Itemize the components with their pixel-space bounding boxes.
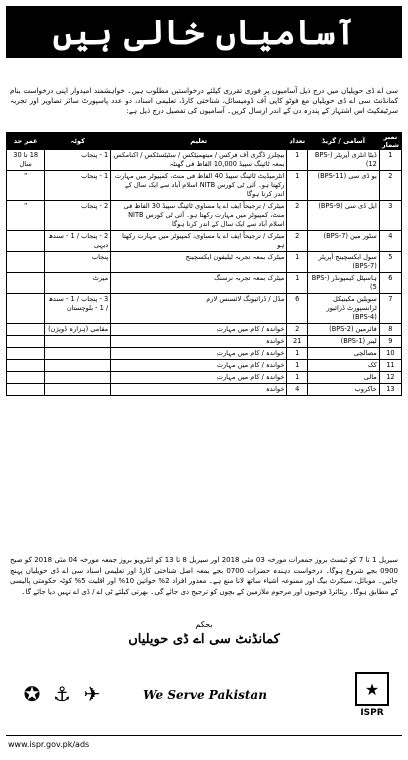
row-count: 4 [287,384,308,396]
row-qualification: بیچلرز ڈگری آف فزکس / میتھمیٹکس / سٹیٹسٹکس / اکنامکس بمعہ ٹائپنگ سپیڈ 10,000 الفاظ فی گھنٹہ [111,150,287,171]
row-serial: 10 [379,348,401,360]
row-qualification: خواندہ / کام میں مہارت [111,324,287,336]
row-quota: مقامی (ہزارہ ڈویژن) [45,324,111,336]
row-quota: 3 - پنجاب / 1 - سندھ / 1 - بلوچستان [45,294,111,324]
row-count: 1 [287,372,308,384]
page-title: آسامیاں خالی ہیں [52,12,356,53]
row-post: مالی [308,372,380,384]
row-age: ” [7,171,45,201]
row-count: 1 [287,273,308,294]
row-qualification: خواندہ [111,336,287,348]
row-quota: 2 - پنجاب / 1 - سندھ دیہی [45,231,111,252]
row-count: 2 [287,324,308,336]
row-post: یو ڈی سی (BPS-11) [308,171,380,201]
row-quota [45,336,111,348]
row-post: فائرمین (BPS-2) [308,324,380,336]
row-age [7,273,45,294]
row-count: 1 [287,171,308,201]
row-qualification: میٹرک بمعہ تجربہ ٹیلیفون ایکسچینج [111,252,287,273]
row-serial: 6 [379,273,401,294]
col-count: تعداد [287,133,308,150]
table-row [7,336,402,348]
row-qualification: خواندہ [111,384,287,396]
row-serial: 5 [379,252,401,273]
row-qualification: میٹرک / ترجیحاً ایف اے یا مساوی ٹائپنگ سپیڈ 30 الفاظ فی منٹ، کمپیوٹر میں مہارت رکھتا ہو۔ آئی ٹی کورس NITB اسلام آباد سے ایک سال کے اندر کرنا ہوگا [111,201,287,231]
row-quota: 1 - پنجاب [45,150,111,171]
row-qualification: خواندہ / کام میں مہارت [111,360,287,372]
army-emblem-icon: ✪ [23,682,41,706]
row-post: کک [308,360,380,372]
table-row [7,324,402,336]
row-count: 1 [287,360,308,372]
row-quota [45,348,111,360]
notes-paragraph: سیریل 1 تا 7 کو ٹیسٹ بروز جمعرات مورخہ 03 مئی 2018 اور سیریل 8 تا 13 کو انٹرویو بروز جمعہ مورخہ 04 مئی 2018 کو صبح 0900 بجے شروع ہوگا۔ درخواست دہندہ حضرات 0700 بجے بمعہ اصل شناختی کارڈ اور تعلیمی اسناد سی اے ڈی حویلیاں پہنچ جائیں۔ موبائل، سیکرٹ بیگ اور ممنوعہ اشیاء ساتھ لانا منع ہے۔ معذور افراد 2% خواتین 10% اور اقلیت 5% کوٹہ حکومتی پالیسی کے مطابق ہوگا۔ ریٹائرڈ فوجیوں اور مرحوم ملازمین کے بچوں کو ترجیح دی جائے گی۔ بھرتی کیلئے ٹی اے / ڈی اے نہیں دیا جائے گا۔ [10,556,398,596]
table-row [7,231,402,252]
title-banner [6,6,402,58]
row-quota: 1 - پنجاب [45,171,111,201]
table-row [7,348,402,360]
row-age [7,348,45,360]
row-count: 1 [287,252,308,273]
row-post: ڈیٹا انٹری آپریٹر (BPS-12) [308,150,380,171]
row-quota [45,360,111,372]
row-post: خاکروب [308,384,380,396]
navy-emblem-icon: ⚓ [53,682,71,706]
row-serial: 9 [379,336,401,348]
row-age: 18 تا 30 سال [7,150,45,171]
row-quota [45,372,111,384]
row-post: لیبر (BPS-1) [308,336,380,348]
table-row [7,384,402,396]
row-quota [45,384,111,396]
row-post: ایل ڈی سی (BPS-9) [308,201,380,231]
row-qualification: میٹرک بمعہ تجربہ نرسنگ [111,273,287,294]
row-count: 6 [287,294,308,324]
row-count: 1 [287,150,308,171]
ispr-logo [352,672,392,718]
row-serial: 7 [379,294,401,324]
row-age [7,252,45,273]
row-post: ہاسپٹل کیمپونڈر (BPS-5) [308,273,380,294]
row-age [7,336,45,348]
row-count: 2 [287,201,308,231]
row-post: سٹور مین (BPS-7) [308,231,380,252]
col-serial: نمبر شمار [379,133,401,150]
row-qualification: خواندہ / کام میں مہارت [111,372,287,384]
vacancy-table [6,132,402,396]
service-logos [20,680,104,708]
table-row [7,372,402,384]
col-age: عمر حد [7,133,45,150]
col-post: آسامی / گریڈ [308,133,380,150]
row-age [7,384,45,396]
ispr-label: ISPR [360,708,384,718]
ispr-emblem-icon: ★ [355,672,389,706]
row-post: مصالچی [308,348,380,360]
row-age [7,360,45,372]
row-post: سول ایکسچینج آپریٹر (BPS-7) [308,252,380,273]
row-quota: پنجاب [45,252,111,273]
table-row [7,252,402,273]
airforce-emblem-icon: ✈ [83,682,101,706]
row-serial: 12 [379,372,401,384]
table-row [7,171,402,201]
row-serial: 1 [379,150,401,171]
row-age [7,231,45,252]
col-qualification: تعلیم [111,133,287,150]
row-qualification: خواندہ / کام میں مہارت [111,348,287,360]
row-serial: 2 [379,171,401,201]
footer-url: www.ispr.gov.pk/ads [8,740,90,749]
row-serial: 13 [379,384,401,396]
row-serial: 4 [379,231,401,252]
slogan: We Serve Pakistan [143,688,267,702]
row-post: سویلین مکینیکل ٹرانسپورٹ ڈرائیور (BPS-4) [308,294,380,324]
row-count: 2 [287,231,308,252]
row-age [7,372,45,384]
table-row [7,201,402,231]
row-age [7,294,45,324]
row-serial: 3 [379,201,401,231]
row-qualification: مڈل / ڈرائیونگ لائسنس لازم [111,294,287,324]
row-age [7,324,45,336]
footer-divider [6,735,402,736]
col-quota: کوٹہ [45,133,111,150]
signature: کمانڈنٹ سی اے ڈی حویلیاں [128,632,280,647]
order-label: بحکم [195,620,213,629]
row-count: 1 [287,348,308,360]
row-qualification: انٹرمیڈیٹ ٹائپنگ سپیڈ 40 الفاظ فی منٹ، کمپیوٹر میں مہارت رکھتا ہو۔ آئی ٹی کورس NITB اسلام آباد سے ایک سال کے اندر کرنا ہوگا [111,171,287,201]
row-serial: 8 [379,324,401,336]
row-qualification: میٹرک / ترجیحاً ایف اے یا مساوی، کمپیوٹر میں مہارت رکھتا ہو [111,231,287,252]
intro-paragraph: سی اے ڈی حویلیاں میں درج ذیل آسامیوں پر فوری تقرری کیلئے درخواستیں مطلوب ہیں۔ خواہشمند امیدوار اپنی درخواست بنام کمانڈنٹ سی اے ڈی حویلیاں مع فوٹو کاپی آف ڈومیسائل، شناختی کارڈ، تعلیمی اسناد، دو عدد پاسپورٹ سائز تصاویر اور تجربہ سرٹیفکیٹ اس اشتہار کے پندرہ دن کے اندر ارسال کریں۔ آسامیوں کی تفصیل درج ذیل ہے: [10,86,398,115]
table-row [7,273,402,294]
row-age: ” [7,201,45,231]
table-header-row [7,133,402,150]
table-row [7,294,402,324]
row-serial: 11 [379,360,401,372]
table-row [7,360,402,372]
row-quota: 2 - پنجاب [45,201,111,231]
table-row [7,150,402,171]
row-quota: میرٹ [45,273,111,294]
row-count: 21 [287,336,308,348]
